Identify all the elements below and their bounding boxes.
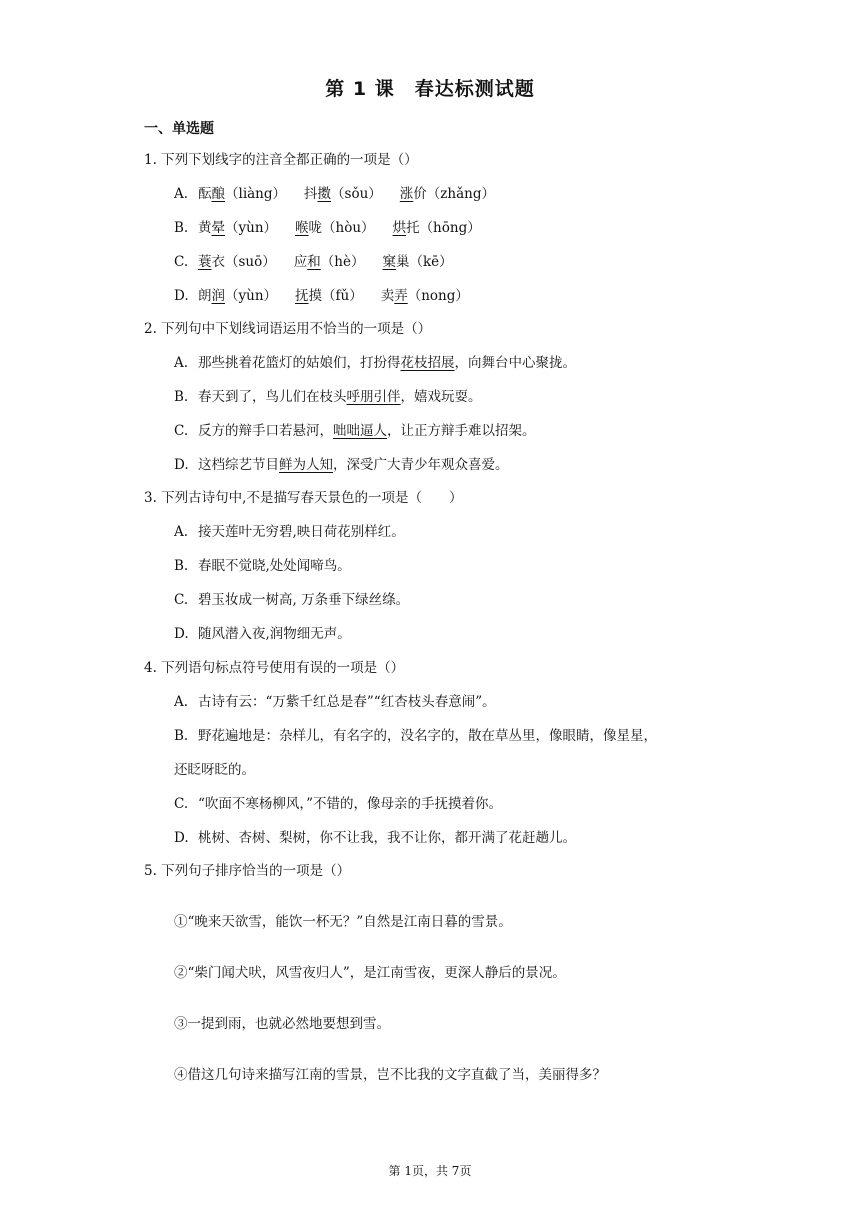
question-2-stem: 2. 下列句中下划线词语运用不恰当的一项是（） xyxy=(144,321,432,337)
question-3-option-a: A. 接天莲叶无穷碧,映日荷花别样红。 xyxy=(174,524,405,540)
question-2-option-c: C. 反方的辩手口若悬河，咄咄逼人，让正方辩手难以招架。 xyxy=(174,423,536,439)
question-1-option-a: A. 酝酿（liàng） 抖擞（sǒu） 涨价（zhǎng） xyxy=(174,186,495,202)
question-2-option-d: D. 这档综艺节目鲜为人知，深受广大青少年观众喜爱。 xyxy=(174,457,509,473)
question-3-option-d: D. 随风潜入夜,润物细无声。 xyxy=(174,626,351,642)
question-4-stem: 4. 下列语句标点符号使用有误的一项是（） xyxy=(144,660,405,676)
question-5-sentence-3: ③一提到雨，也就必然地要想到雪。 xyxy=(174,1016,390,1032)
question-5-sentence-1: ①“晚来天欲雪，能饮一杯无？”自然是江南日暮的雪景。 xyxy=(174,914,512,930)
question-4-option-d: D. 桃树、杏树、梨树，你不让我，我不让你，都开满了花赶趟儿。 xyxy=(174,830,576,846)
question-4-option-c: C. “吹面不寒杨柳风，”不错的，像母亲的手抚摸着你。 xyxy=(174,796,503,812)
question-5-sentence-4: ④借这几句诗来描写江南的雪景，岂不比我的文字直截了当，美丽得多？ xyxy=(174,1067,606,1083)
question-1-option-b: B. 黄晕（yùn） 喉咙（hòu） 烘托（hōng） xyxy=(174,220,481,236)
question-5-stem: 5. 下列句子排序恰当的一项是（） xyxy=(144,863,351,879)
question-3-option-c: C. 碧玉妆成一树高, 万条垂下绿丝绦。 xyxy=(174,592,410,608)
question-4-option-b: B. 野花遍地是：杂样儿，有名字的，没名字的，散在草丛里，像眼睛，像星星， xyxy=(174,728,657,744)
question-1-option-c: C. 蓑衣（suō） 应和（hè） 窠巢（kē） xyxy=(174,254,453,270)
question-2-option-b: B. 春天到了，鸟儿们在枝头呼朋引伴，嬉戏玩耍。 xyxy=(174,389,482,405)
question-4-option-b-continued: 还眨呀眨的。 xyxy=(174,762,255,778)
question-3-stem: 3. 下列古诗句中,不是描写春天景色的一项是（ ） xyxy=(144,490,463,506)
page-title: 第 1 课 春达标测试题 xyxy=(325,78,535,100)
question-4-option-a: A. 古诗有云：“万紫千红总是春”“红杏枝头春意闹”。 xyxy=(174,694,496,710)
section-heading: 一、单选题 xyxy=(144,121,214,137)
question-2-option-a: A. 那些挑着花篮灯的姑娘们，打扮得花枝招展，向舞台中心聚拢。 xyxy=(174,355,576,371)
page-footer: 第 1页，共 7页 xyxy=(388,1164,472,1178)
question-1-stem: 1. 下列下划线字的注音全都正确的一项是（） xyxy=(144,152,418,168)
question-5-sentence-2: ②“柴门闻犬吠，风雪夜归人”，是江南雪夜，更深人静后的景况。 xyxy=(174,965,566,981)
question-1-option-d: D. 朗润（yùn） 抚摸（fǔ） 卖弄（nong） xyxy=(174,288,469,304)
question-3-option-b: B. 春眠不觉晓,处处闻啼鸟。 xyxy=(174,558,351,574)
